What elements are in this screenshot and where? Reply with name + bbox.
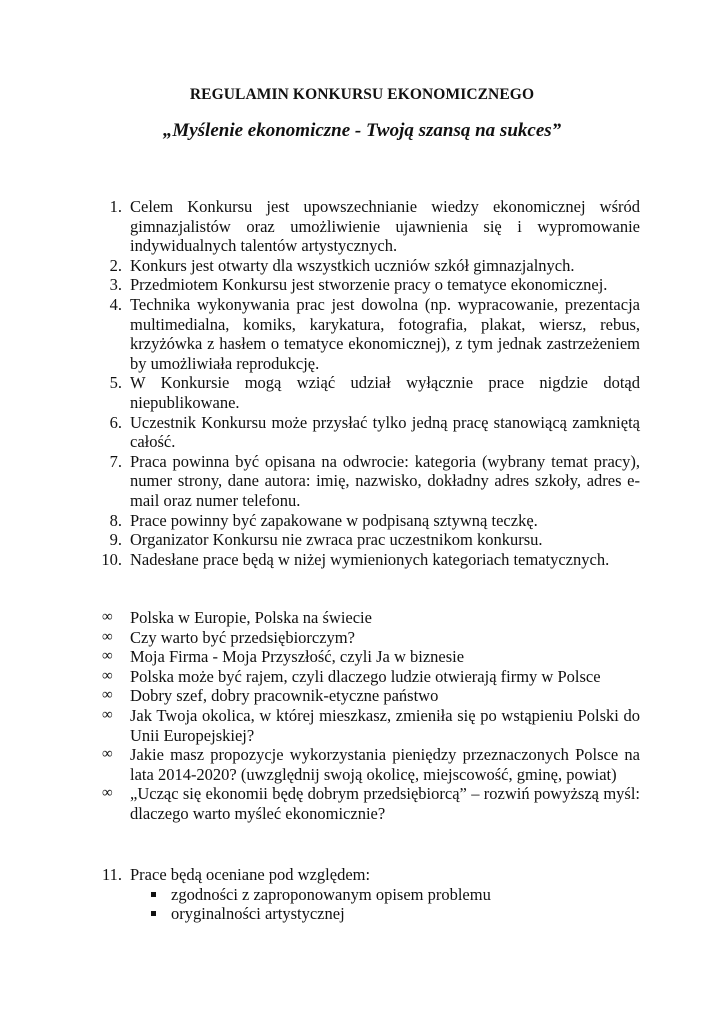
rule-item: 11. Prace będą oceniane pod względem:	[101, 865, 371, 884]
criteria-item: oryginalności artystycznej	[96, 904, 640, 924]
rule-item: 10. Nadesłane prace będą w niżej wymienionych kategoriach tematycznych.	[101, 549, 610, 569]
infinity-bullet-icon: ∞	[102, 785, 113, 802]
infinity-bullet-icon: ∞	[102, 609, 113, 625]
topic-item: ∞ Jak Twoja okolica, w której mieszkasz, zmieniła się po wstąpieniu Polski do Unii Europejskiej?	[102, 705, 640, 745]
rule-item: 1. Celem Konkursu jest upowszechnianie wiedzy ekonomicznej wśród gimnazjalistów oraz umożliwienie ujawnienia się i wypromowanie indywidualnych talentów artystycznych.	[109, 197, 640, 256]
rules-list	[96, 197, 640, 569]
infinity-bullet-icon: ∞	[102, 746, 113, 763]
infinity-bullet-icon: ∞	[102, 648, 113, 665]
topic-item: ∞ Czy warto być przedsiębiorczym?	[102, 627, 355, 647]
document-subtitle: „Myślenie ekonomiczne - Twoją szansą na sukces”	[162, 120, 562, 141]
square-bullet-icon	[151, 911, 156, 916]
rule-item: 5. W Konkursie mogą wziąć udział wyłącznie prace nigdzie dotąd niepublikowane.	[109, 373, 640, 412]
infinity-bullet-icon: ∞	[102, 687, 113, 704]
criteria-item: zgodności z zaproponowanym opisem problemu	[96, 885, 640, 905]
square-bullet-icon	[151, 892, 156, 897]
rule-item: 8. Prace powinny być zapakowane w podpisaną sztywną teczkę.	[109, 510, 538, 530]
topic-item: ∞ Jakie masz propozycje wykorzystania pieniędzy przeznaczonych Polsce na lata 2014-2020? (uwzględnij swoją okolicę, miejscowość, gminę, powiat)	[102, 745, 640, 784]
infinity-bullet-icon: ∞	[102, 667, 113, 684]
topic-item: ∞ Polska może być rajem, czyli dlaczego ludzie otwierają firmy w Polsce	[102, 666, 601, 686]
topic-item: ∞ Moja Firma - Moja Przyszłość, czyli Ja w biznesie	[102, 647, 465, 667]
rule-item: 2. Konkurs jest otwarty dla wszystkich uczniów szkół gimnazjalnych.	[109, 255, 575, 275]
topics-list	[102, 608, 640, 824]
rule-item: 4. Technika wykonywania prac jest dowolna (np. wypracowanie, prezentacja multimedialna, komiks, karykatura, fotografia, plakat, wiersz, rebus, krzyżówka z hasłem o tematyce ekonomicznej), z tym jednak zastrzeżeniem by umożliwiała reprodukcję.	[109, 294, 640, 373]
rule-item: 9. Organizator Konkursu nie zwraca prac uczestnikom konkursu.	[109, 530, 543, 550]
topic-item: ∞ „Ucząc się ekonomii będę dobrym przedsiębiorcą” – rozwiń powyższą myśl: dlaczego warto myśleć ekonomicznie?	[102, 784, 640, 823]
document-title: REGULAMIN KONKURSU EKONOMICZNEGO	[189, 86, 535, 103]
rule-item: 7. Praca powinna być opisana na odwrocie: kategoria (wybrany temat pracy), numer strony, dane autora: imię, nazwisko, dokładny adres szkoły, adres e-mail oraz numer telefonu.	[109, 451, 640, 510]
infinity-bullet-icon: ∞	[102, 628, 113, 645]
rule-item: 3. Przedmiotem Konkursu jest stworzenie pracy o tematyce ekonomicznej.	[109, 275, 608, 295]
rule-item: 6. Uczestnik Konkursu może przysłać tylko jedną pracę stanowiącą zamkniętą całość.	[109, 412, 640, 452]
topic-item: ∞ Polska w Europie, Polska na świecie	[102, 608, 372, 627]
topic-item: ∞ Dobry szef, dobry pracownik-etyczne państwo	[102, 686, 439, 706]
criteria-list	[96, 885, 640, 924]
infinity-bullet-icon: ∞	[102, 706, 113, 723]
evaluation-section	[96, 865, 640, 924]
